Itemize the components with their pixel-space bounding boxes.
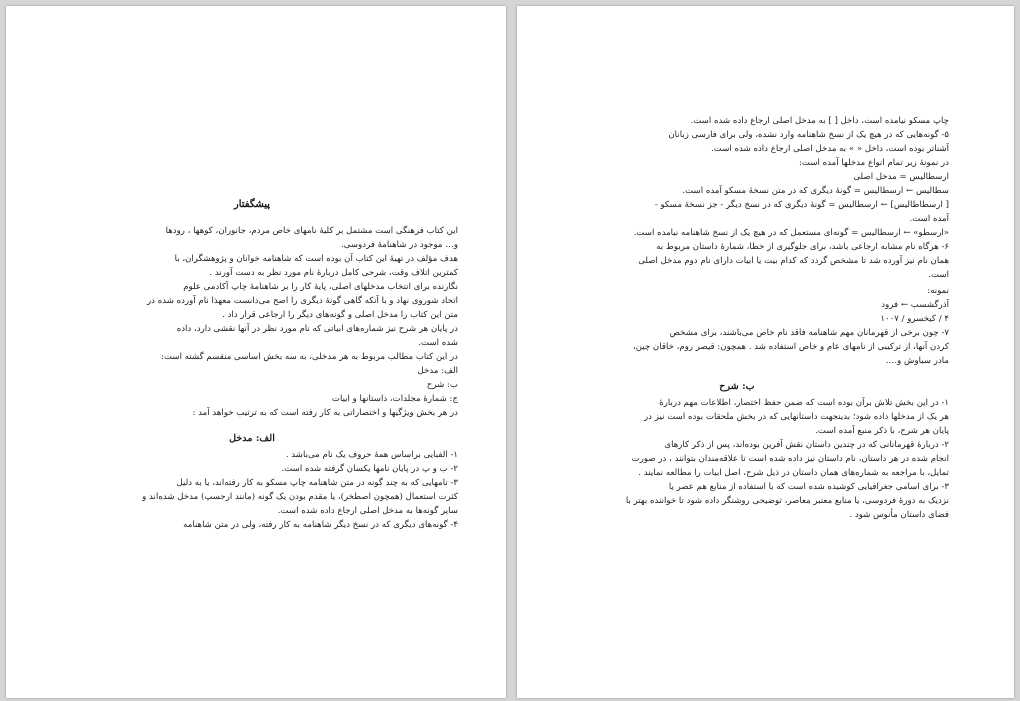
text-line: ۴ / کیخسرو / ۱۰۰۷ (880, 314, 949, 324)
text-line: ۶- هرگاه نام مشابه ارجاعی باشد، برای جلوگیری از خطا، شمارهٔ داستان مربوط به (656, 242, 949, 252)
section-heading-entry: الف: مدخل (229, 433, 275, 444)
text-line: سایر گونه‌ها به مدخل اصلی ارجاع داده شده است. (277, 506, 458, 516)
left-page-text (46, 198, 458, 532)
text-line: در پایان هر شرح نیز شماره‌های ابیاتی که نام مورد نظر در آنها نقشی دارد، داده (176, 324, 458, 334)
text-line: نزدیک به دورهٔ فردوسی، یا منابع معتبر معاصر، توضیحی روشنگر داده شود تا خواننده بهتر با (625, 496, 949, 506)
text-line: ۱- الفبایی براساس همهٔ حروف یک نام می‌باشد . (285, 450, 458, 460)
right-page (517, 6, 1014, 698)
right-page-text (525, 114, 949, 522)
text-line: است. (928, 270, 949, 280)
text-line: در این کتاب مطالب مربوط به هر مدخلی، به سه بخش اساسی منقسم گشته است: (161, 352, 458, 362)
text-line: ج: شمارهٔ مجلدات، داستانها و ابیات (331, 394, 458, 404)
text-line: اتحاد شوروی نهاد و با آنکه گاهی گونهٔ دیگری را اصح می‌دانست معهذا نام آورده شده در (147, 296, 458, 306)
text-line: ارسطالیس = مدخل اصلی (853, 172, 949, 182)
text-line: انجام شده در هر داستان، نام داستان نیز داده شده است تا علاقه‌مندان بتوانند ، در صورت (631, 454, 949, 464)
text-line: ۵- گونه‌هایی که در هیچ یک از نسخ شاهنامه وارد نشده، ولی برای فارسی زبانان (668, 130, 949, 140)
text-line: ۴- گونه‌های دیگری که در نسخ دیگر شاهنامه به کار رفته، ولی در متن شاهنامه (183, 520, 458, 530)
text-line: نمونه: (927, 286, 949, 296)
foreword-title: پیشگفتار (233, 199, 271, 210)
text-line: آذرگشسب ← فرود (881, 300, 949, 310)
text-line: ۳- نامهایی که به چند گونه در متن شاهنامه چاپ مسکو به کار رفته‌اند، یا به دلیل (176, 478, 458, 488)
text-line: ۱- در این بخش تلاش برآن بوده است که ضمن حفظ اختصار، اطلاعات مهم دربارهٔ (659, 398, 949, 408)
text-line: شده است. (418, 338, 458, 348)
text-line: ب: شرح (426, 380, 458, 390)
text-line: پایان هر شرح، با ذکر منبع آمده است. (815, 426, 949, 436)
text-line: سطالیس ← ارسطالیس = گونهٔ دیگری که در متن نسخهٔ مسکو آمده است. (682, 186, 949, 196)
text-line: مادر سیاوش و…. (885, 356, 949, 366)
text-line: این کتاب فرهنگی است مشتمل بر کلیهٔ نامهای خاص مردم، جانوران، کوهها ، رودها (165, 226, 458, 236)
text-line: ۲- ب و پ در پایان نامها یکسان گرفته شده است. (281, 464, 458, 474)
section-heading-description: ب: شرح (719, 381, 755, 392)
left-page (6, 6, 506, 698)
text-line: متن این کتاب را مدخل اصلی و گونه‌های دیگر را ارجاعی قرار داد . (222, 310, 458, 320)
text-line: «ارسطو» ← ارسطالیس = گونه‌ای مستعمل که در هیچ یک از نسخ شاهنامه نیامده است. (633, 228, 949, 238)
text-line: در هر بخش ویژگیها و اختصاراتی به کار رفته است که به ترتیب خواهد آمد : (192, 408, 458, 418)
text-line: آشناتر بوده است، داخل « » به مدخل اصلی ارجاع داده شده است. (711, 144, 949, 154)
text-line: هدف مؤلف در تهیهٔ این کتاب آن بوده است که شاهنامه خوانان و پژوهشگران، با (174, 254, 458, 264)
text-line: تمایل، با مراجعه به شماره‌های همان داستان در ذیل شرح، اصل ابیات را مطالعه نمایند . (638, 468, 949, 478)
text-line: آمده است. (909, 214, 949, 224)
text-line: کثرت استعمال (همچون اصطخر)، یا مقدم بودن یک گونه (مانند ارجسپ) مدخل شده‌اند و (142, 492, 458, 502)
text-line: چاپ مسکو نیامده است، داخل [ ] به مدخل اصلی ارجاع داده شده است. (690, 116, 949, 126)
text-line: همان نام نیز آورده شد تا مشخص گردد که کدام بیت یا ابیات دارای نام دوم مدخل اصلی (638, 256, 949, 266)
text-line: الف: مدخل (417, 366, 458, 376)
text-line: ۲- دربارهٔ قهرمانانی که در چندین داستان نقش آفرین بوده‌اند، پس از ذکر کارهای (664, 440, 949, 450)
text-line: و… موجود در شاهنامهٔ فردوسی. (341, 240, 458, 250)
text-line: نگارنده برای انتخاب مدخلهای اصلی، پایهٔ کار را بر شاهنامهٔ چاپ آکادمی علوم (183, 282, 458, 292)
text-line: کمترین اتلاف وقت، شرحی کامل دربارهٔ نام مورد نظر به دست آورند . (209, 268, 458, 278)
text-line: کردن آنها، از ترکیبی از نامهای عام و خاص استفاده شد . همچون: قیصر روم، خاقان چین، (632, 342, 949, 352)
text-line: هر یک از مدخلها داده شود؛ بدینجهت داستانهایی که در بخش ملحقات بوده است نیز در (644, 412, 949, 422)
text-line: ۳- برای اسامی جغرافیایی کوشیده شده است که با استفاده از منابع هم عصر یا (668, 482, 949, 492)
text-line: در نمونهٔ زیر تمام انواع مدخلها آمده است: (799, 158, 949, 168)
text-line: فضای داستان مأنوس شود . (849, 510, 949, 520)
text-line: ۷- چون برخی از قهرمانان مهم شاهنامه فاقد نام خاص می‌باشند، برای مشخص (669, 328, 949, 338)
text-line: [ ارسطاطالیس] ← ارسطالیس = گونهٔ دیگری که در نسخ دیگر - جز نسخهٔ مسکو - (654, 200, 949, 210)
